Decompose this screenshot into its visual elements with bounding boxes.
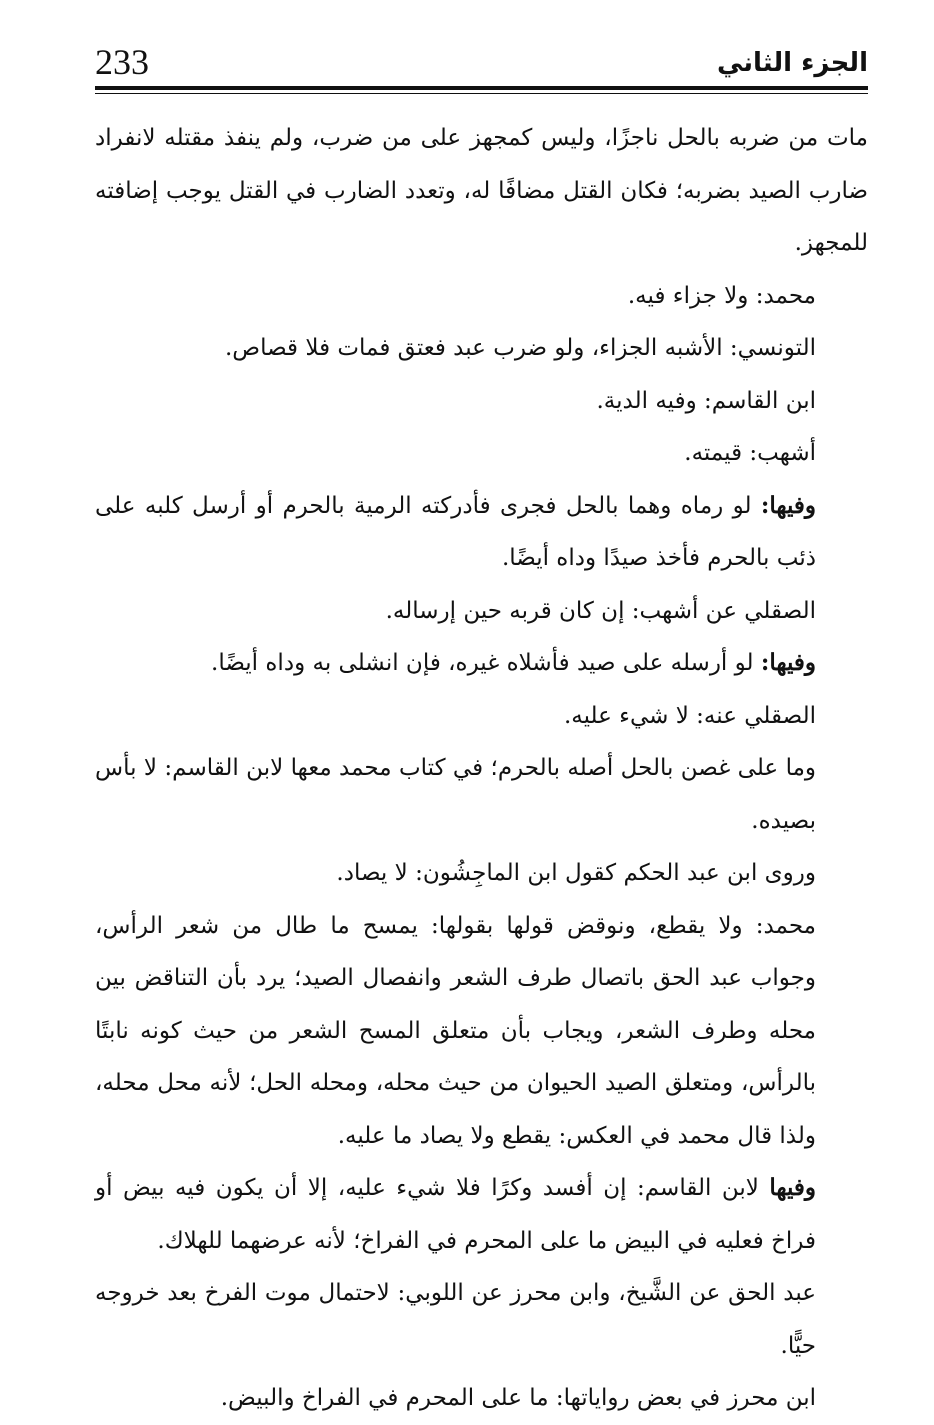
paragraph-text: عبد الحق عن الشَّيخ، وابن محرز عن اللوبي: لاحتمال موت الفرخ بعد خروجه حيًّا. [95, 1280, 816, 1359]
page-header [95, 34, 868, 90]
paragraph-10 [95, 742, 868, 847]
paragraph-text: وروى ابن عبد الحكم كقول ابن الماجِشُون: لا يصاد. [336, 860, 816, 886]
paragraph-text: مات من ضربه بالحل ناجزًا، وليس كمجهز على من ضرب، ولم ينفذ مقتله لانفراد ضارب الصيد بضربه؛ فكان القتل مضافًا له، وتعدد الضارب في القتل يوجب إضافته للمجهز. [95, 125, 868, 256]
paragraph-15 [95, 1372, 868, 1425]
paragraph-text: لو رماه وهما بالحل فجرى فأدركته الرمية بالحرم أو أرسل كلبه على ذئب بالحرم فأخذ صيدًا وداه أيضًا. [95, 492, 816, 571]
paragraph-lead: وفيها: [760, 649, 816, 676]
paragraph-2 [95, 270, 868, 323]
paragraph-text: محمد: ولا يقطع، ونوقض قولها بقولها: يمسح ما طال من شعر الرأس، وجواب عبد الحق باتصال طرف الشعر وانفصال الصيد؛ يرد بأن التناقض بين محله وطرف الشعر، ويجاب بأن متعلق المسح الشعر من حيث كونه نابتًا بالرأس، ومتعلق الصيد الحيوان من حيث محله، ومحله الحل؛ لأنه محل محله، ولذا قال محمد في العكس: يقطع ولا يصاد ما عليه. [95, 912, 816, 1149]
paragraph-12 [95, 900, 868, 1163]
paragraph-text: ابن القاسم: وفيه الدية. [596, 387, 816, 414]
paragraph-5 [95, 427, 868, 480]
header-rule-thick [95, 86, 868, 90]
paragraph-text: وما على غصن بالحل أصله بالحرم؛ في كتاب محمد معها لابن القاسم: لا بأس بصيده. [95, 755, 816, 834]
paragraph-lead: وفيها [769, 1174, 816, 1201]
paragraph-text: لو أرسله على صيد فأشلاه غيره، فإن انشلى به وداه أيضًا. [211, 650, 761, 676]
page-number: 233 [95, 42, 149, 82]
paragraph-text: أشهب: قيمته. [684, 440, 816, 466]
paragraph-text: لابن القاسم: إن أفسد وكرًا فلا شيء عليه، إلا أن يكون فيه بيض أو فراخ فعليه في البيض ما على المحرم في الفراخ؛ لأنه عرضهما للهلاك. [95, 1175, 816, 1254]
paragraph-text: التونسي: الأشبه الجزاء، ولو ضرب عبد فعتق فمات فلا قصاص. [224, 335, 816, 361]
paragraph-6 [95, 480, 868, 585]
paragraph-text: ابن محرز في بعض رواياتها: ما على المحرم في الفراخ والبيض. [220, 1385, 816, 1411]
running-title: الجزء الثاني [716, 48, 868, 78]
paragraph-1 [95, 112, 868, 270]
paragraph-text: محمد: ولا جزاء فيه. [627, 282, 816, 309]
paragraph-text: الصقلي عن أشهب: إن كان قربه حين إرساله. [385, 597, 816, 624]
paragraph-11 [95, 847, 868, 900]
paragraph-8 [95, 637, 868, 690]
body-text [95, 112, 868, 1425]
paragraph-7 [95, 585, 868, 638]
paragraph-3 [95, 322, 868, 375]
paragraph-9 [95, 690, 868, 743]
paragraph-text: الصقلي عنه: لا شيء عليه. [563, 702, 816, 729]
header-rule-thin [95, 93, 868, 94]
paragraph-4 [95, 375, 868, 428]
paragraph-13 [95, 1162, 868, 1267]
paragraph-lead: وفيها: [760, 491, 816, 519]
paragraph-14 [95, 1267, 868, 1372]
